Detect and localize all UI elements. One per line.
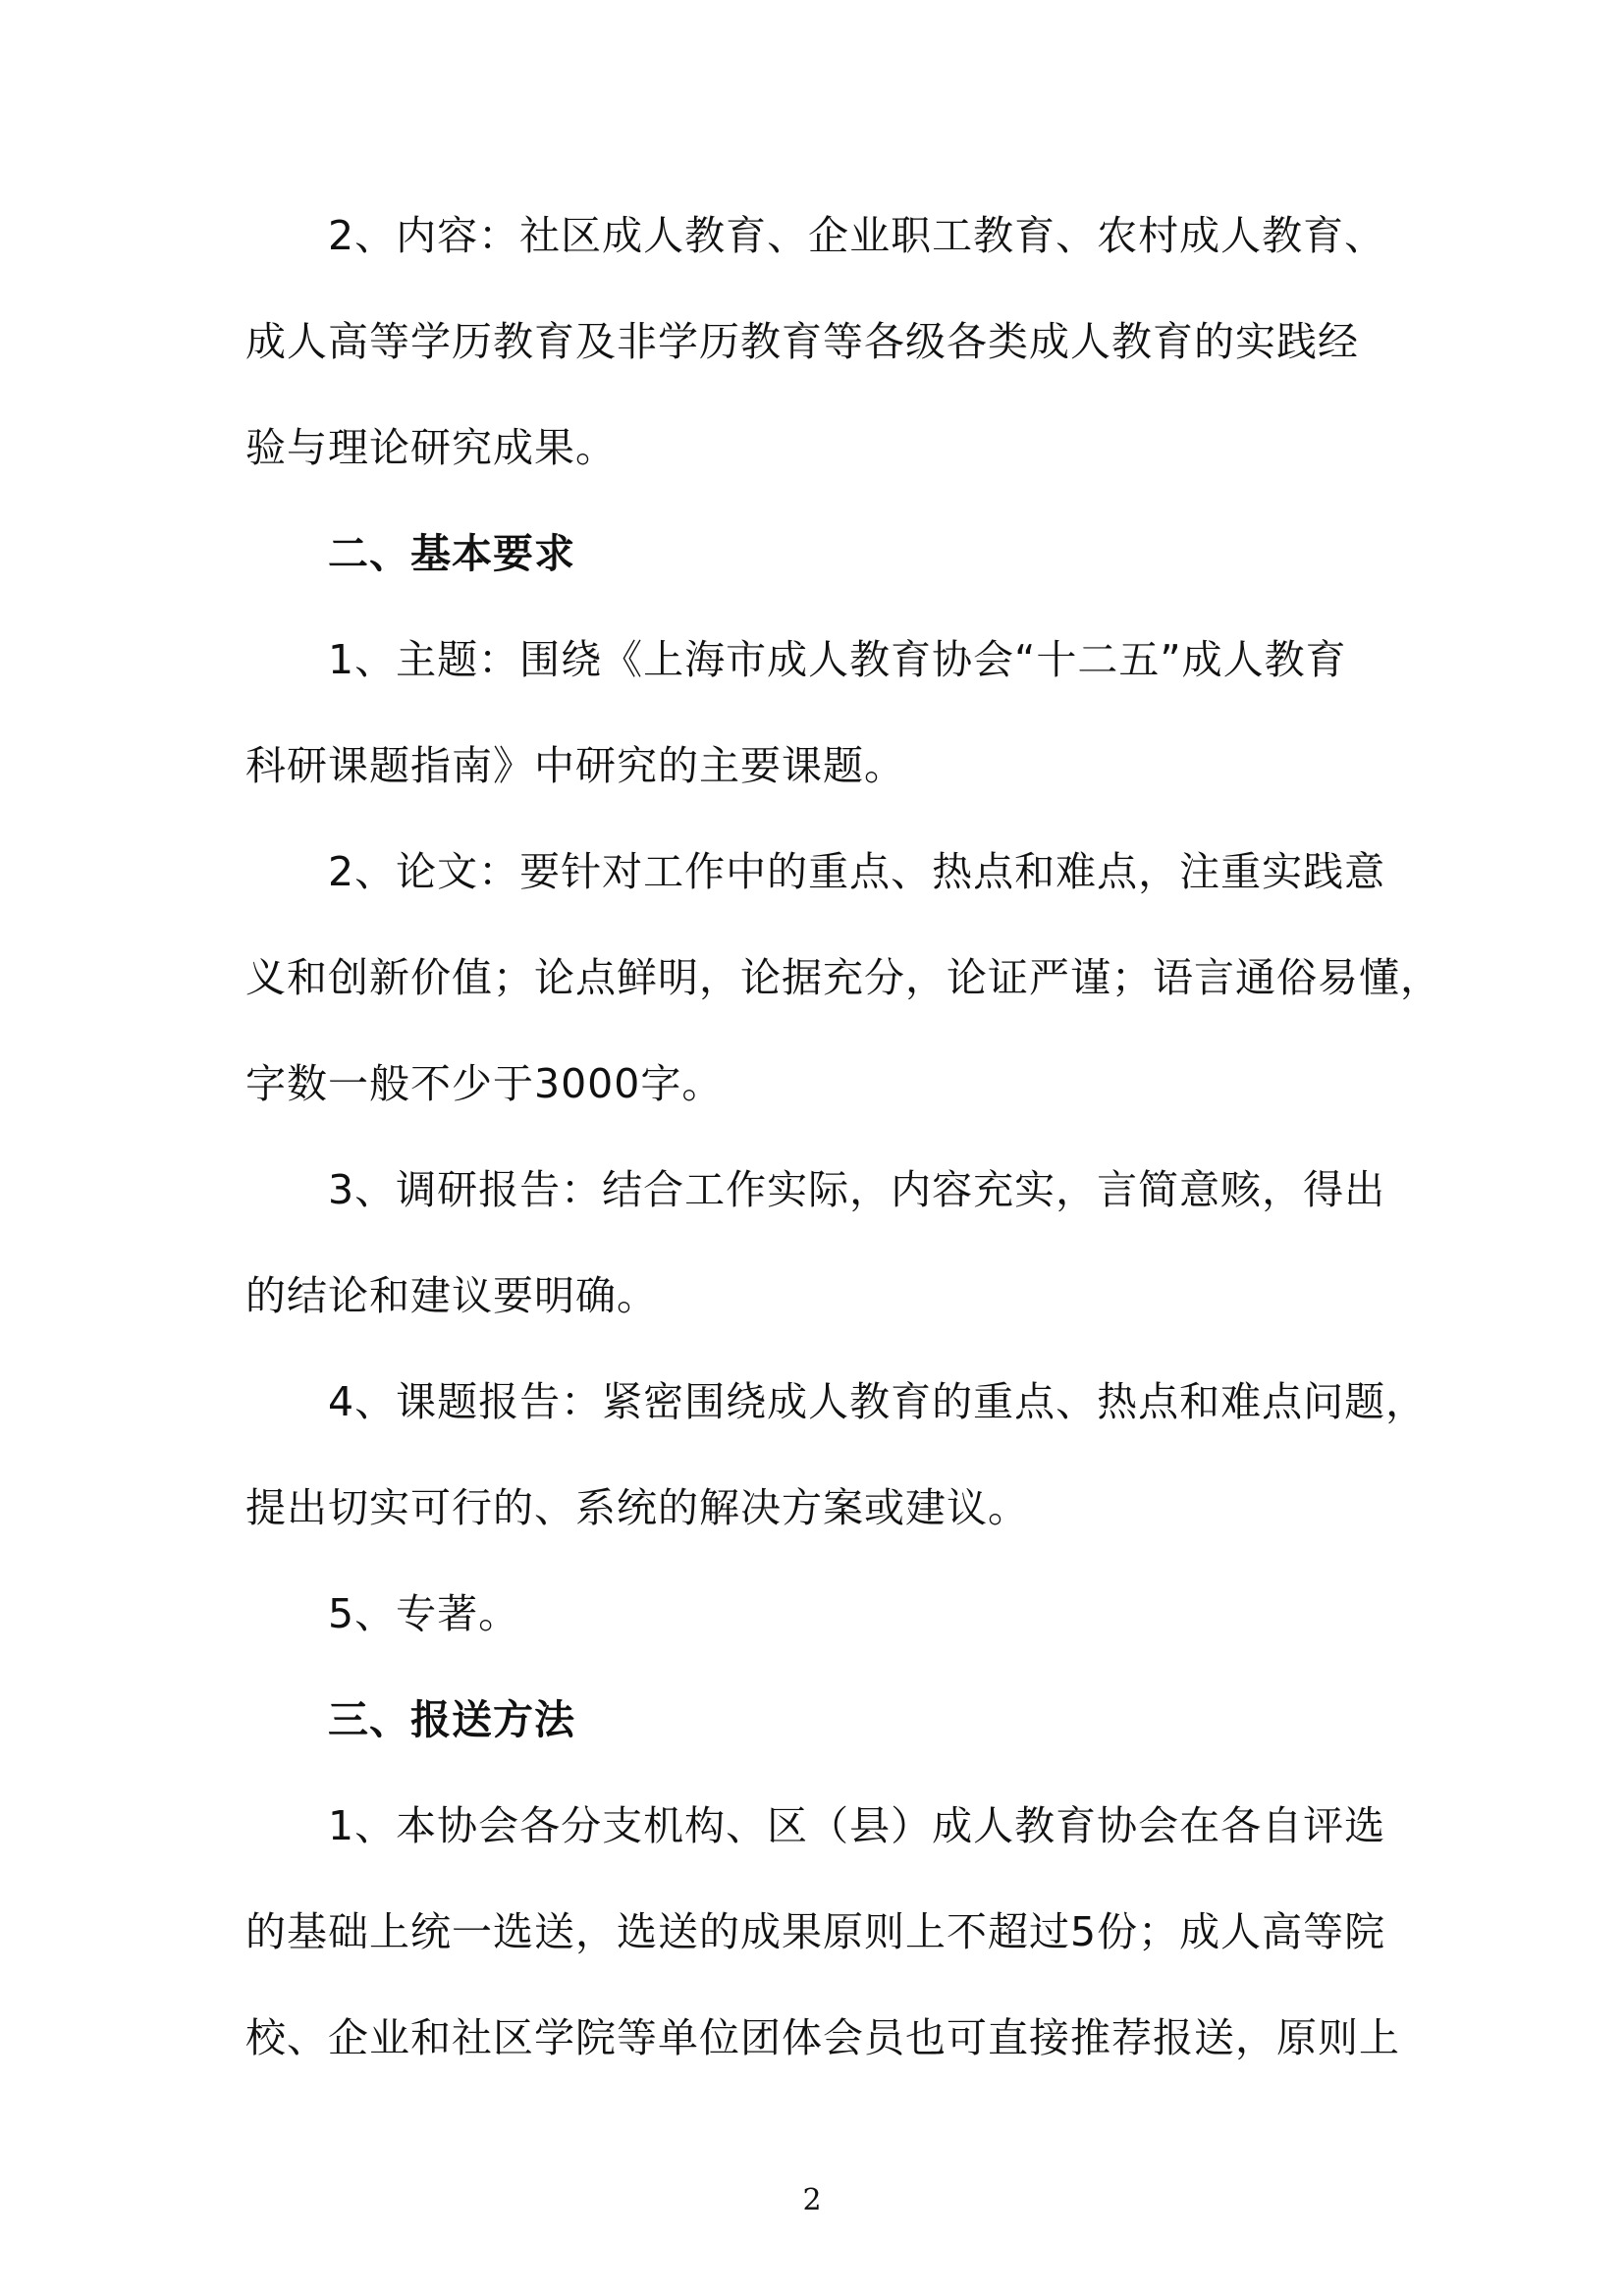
paragraph-survey-report-line-1: 3、调研报告：结合工作实际，内容充实，言简意赅，得出 [328, 1166, 1386, 1213]
paragraph-survey-report-line-2: 的结论和建议要明确。 [245, 1272, 658, 1319]
paragraph-theme-line-1: 1、主题：围绕《上海市成人教育协会“十二五”成人教育 [328, 636, 1347, 683]
paragraph-submission-line-1: 1、本协会各分支机构、区（县）成人教育协会在各自评选 [328, 1802, 1386, 1849]
paragraph-content-scope-line-3: 验与理论研究成果。 [245, 424, 617, 471]
paragraph-project-report-line-1: 4、课题报告：紧密围绕成人教育的重点、热点和难点问题， [328, 1378, 1428, 1425]
paragraph-project-report-line-2: 提出切实可行的、系统的解决方案或建议。 [245, 1484, 1029, 1531]
page-number: 2 [802, 2183, 822, 2217]
paragraph-theme-line-2: 科研课题指南》中研究的主要课题。 [245, 742, 905, 789]
paragraph-submission-line-3: 校、企业和社区学院等单位团体会员也可直接推荐报送，原则上 [245, 2014, 1400, 2061]
paragraph-submission-line-2: 的基础上统一选送，选送的成果原则上不超过5份；成人高等院 [245, 1908, 1386, 1955]
paragraph-content-scope-line-2: 成人高等学历教育及非学历教育等各级各类成人教育的实践经 [245, 318, 1359, 365]
paragraph-thesis-line-2: 义和创新价值；论点鲜明，论据充分，论证严谨；语言通俗易懂， [245, 954, 1441, 1001]
paragraph-monograph: 5、专著。 [328, 1590, 520, 1637]
section-heading-basic-requirements: 二、基本要求 [328, 530, 575, 577]
section-heading-submission-method: 三、报送方法 [328, 1696, 575, 1743]
paragraph-content-scope-line-1: 2、内容：社区成人教育、企业职工教育、农村成人教育、 [328, 212, 1386, 259]
paragraph-thesis-line-3: 字数一般不少于3000字。 [245, 1060, 724, 1107]
paragraph-thesis-line-1: 2、论文：要针对工作中的重点、热点和难点，注重实践意 [328, 848, 1386, 895]
